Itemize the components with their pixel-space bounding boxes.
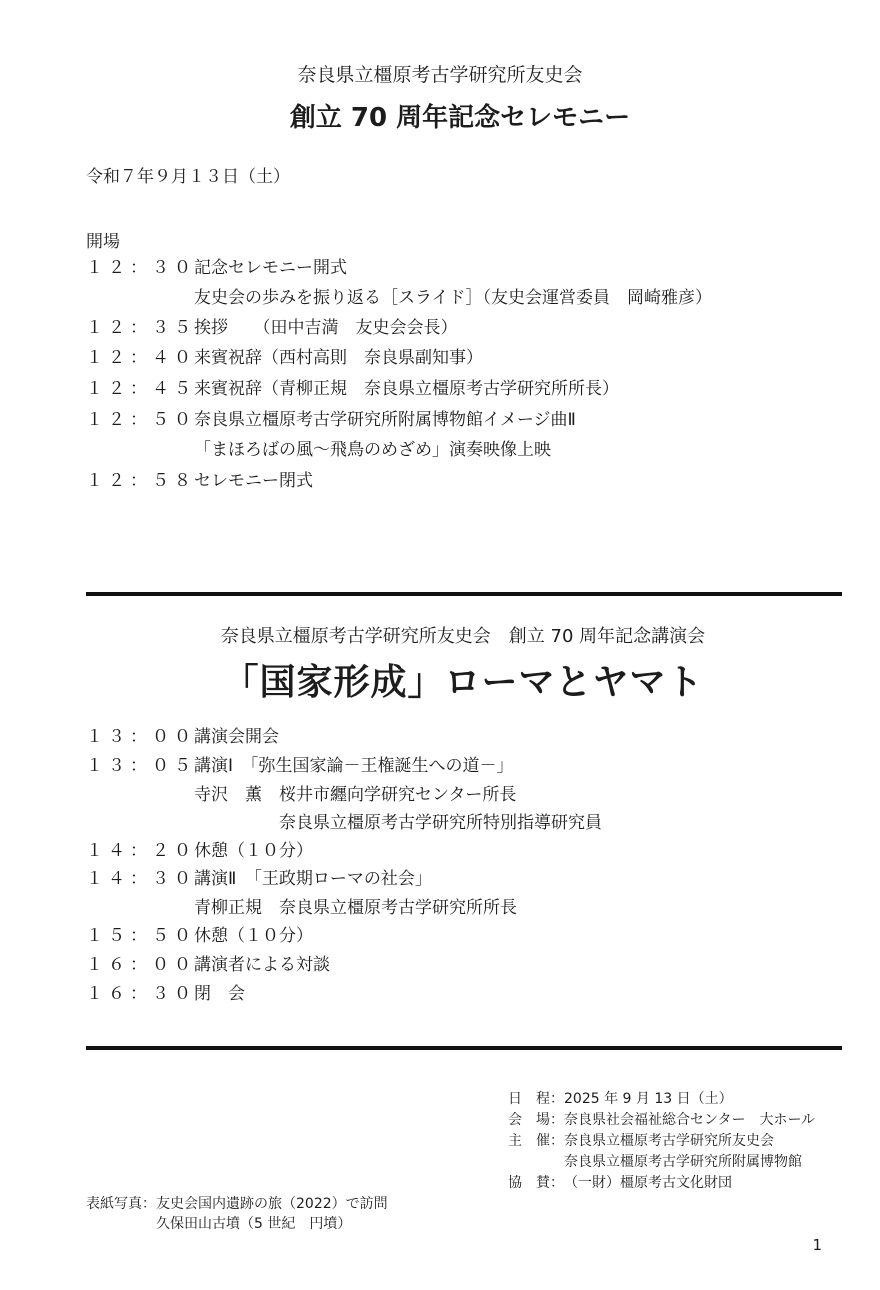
schedule-row [86,286,712,310]
schedule-time: １２：４０ [86,348,196,368]
ceremony-date: 令和７年９月１３日（土） [86,167,290,187]
section-divider [86,592,842,596]
info-row [508,1152,802,1173]
schedule-row [86,982,245,1006]
schedule-row [86,469,313,493]
info-key: 日 程： [508,1091,564,1107]
schedule-desc: 寺沢 薫 桜井市纒向学研究センター所長 [194,785,517,805]
schedule-row [86,408,576,432]
info-key: 協 賛： [508,1175,564,1191]
schedule-row [86,953,330,977]
schedule-row [86,839,313,863]
schedule-desc: 記念セレモニー開式 [194,258,347,278]
info-row [508,1131,774,1152]
schedule-desc: 挨拶 （田中吉満 友史会会長） [194,318,458,338]
schedule-desc: 休憩（１０分） [194,926,313,946]
schedule-row [86,316,458,340]
schedule-desc: 奈良県立橿原考古学研究所特別指導研究員 [194,813,602,833]
schedule-time: １２：５８ [86,471,196,491]
page-number: 1 [812,1236,822,1254]
schedule-desc: 「まほろばの風～飛鳥のめざめ」演奏映像上映 [194,440,551,460]
schedule-desc: 休憩（１０分） [194,841,313,861]
schedule-desc: 来賓祝辞（青柳正規 奈良県立橿原考古学研究所所長） [194,379,619,399]
schedule-row [86,438,551,462]
schedule-time: １３：００ [86,727,196,747]
info-key: 主 催： [508,1133,564,1149]
schedule-desc: 講演者による対談 [194,955,330,975]
schedule-time: １４：３０ [86,869,196,889]
section-divider [86,1046,842,1050]
schedule-row [86,725,279,749]
cover-photo-caption: 表紙写真：友史会国内遺跡の旅（2022）で訪問 [86,1196,388,1212]
schedule-time: １２：３０ [86,258,196,278]
schedule-desc: 奈良県立橿原考古学研究所附属博物館イメージ曲Ⅱ [194,410,576,430]
schedule-desc: セレモニー閉式 [194,471,313,491]
schedule-desc: 青柳正規 奈良県立橿原考古学研究所所長 [194,898,517,918]
info-row [508,1110,815,1131]
info-value: 2025 年 9 月 13 日（土） [564,1091,733,1107]
schedule-row [86,896,517,920]
schedule-desc: 来賓祝辞（西村高則 奈良県副知事） [194,348,483,368]
schedule-time: １２：４５ [86,379,196,399]
schedule-row [86,754,514,778]
schedule-desc: 講演Ⅰ 「弥生国家論－王権誕生への道－」 [194,756,514,776]
info-value: 奈良県社会福祉総合センター 大ホール [564,1112,816,1128]
schedule-row [86,783,516,807]
schedule-desc: 閉 会 [194,984,245,1004]
info-row [508,1089,733,1110]
info-value: 奈良県立橿原考古学研究所友史会 [564,1133,774,1149]
schedule-row [86,377,619,401]
lecture-subtitle: 奈良県立橿原考古学研究所友史会 創立 70 周年記念講演会 [220,626,706,647]
info-value: 奈良県立橿原考古学研究所附属博物館 [564,1154,802,1170]
ceremony-organizer: 奈良県立橿原考古学研究所友史会 [297,64,583,86]
opening-label: 開場 [86,232,120,252]
schedule-desc: 友史会の歩みを振り返る［スライド］（友史会運営委員 岡崎雅彦） [194,288,712,308]
schedule-time: １２：３５ [86,318,196,338]
schedule-row [86,924,313,948]
schedule-time: １４：２０ [86,841,196,861]
schedule-row [86,867,432,891]
lecture-title: 「国家形成」ローマとヤマト [222,662,704,703]
cover-photo-caption-2: 久保田山古墳（5 世紀 円墳） [86,1216,352,1232]
schedule-desc: 講演Ⅱ 「王政期ローマの社会」 [194,869,432,889]
schedule-time: １５：５０ [86,926,196,946]
info-key: 会 場： [508,1112,564,1128]
schedule-row [86,811,602,835]
schedule-time: １６：００ [86,955,196,975]
schedule-row [86,346,483,370]
info-value: （一財）橿原考古文化財団 [564,1175,732,1191]
schedule-row [86,256,347,280]
info-row [508,1173,732,1194]
schedule-time: １６：３０ [86,984,196,1004]
ceremony-title: 創立 70 周年記念セレモニー [289,103,631,133]
schedule-time: １２：５０ [86,410,196,430]
schedule-time: １３：０５ [86,756,196,776]
schedule-desc: 講演会開会 [194,727,279,747]
